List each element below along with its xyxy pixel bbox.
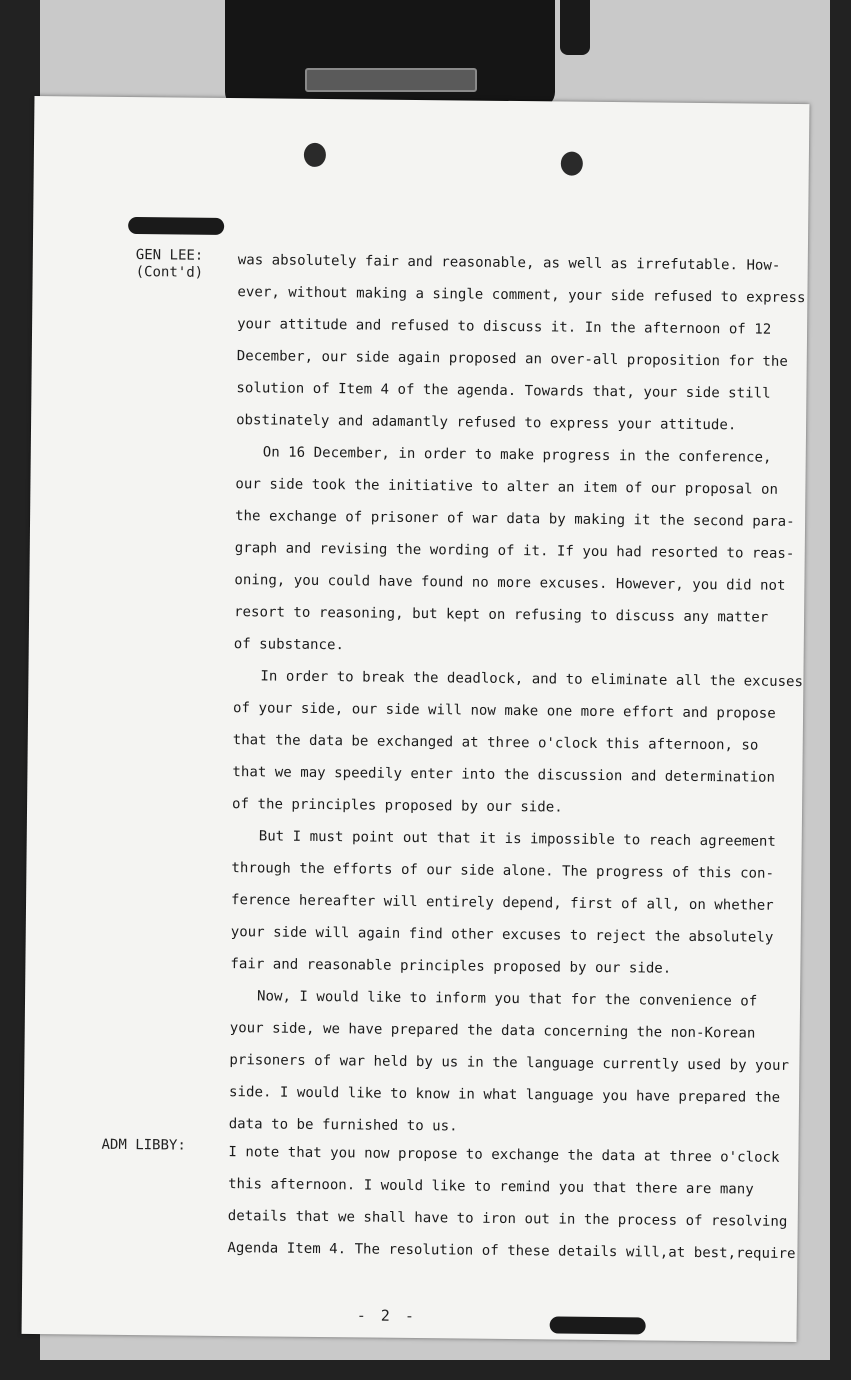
text-line: ever, without making a single comment, your side refused to express — [237, 284, 806, 307]
text-line: your attitude and refused to discuss it. In the afternoon of 12 — [237, 316, 772, 338]
punch-hole-right — [561, 151, 583, 175]
text-line: resort to reasoning, but kept on refusing to discuss any matter — [234, 604, 769, 626]
text-line: the exchange of prisoner of war data by making it the second para- — [235, 508, 795, 530]
text-line: your side will again find other excuses to reject the absolutely — [230, 924, 774, 946]
text-line: side. I would like to know in what language you have prepared the — [228, 1084, 781, 1106]
speaker-label-gen-lee: GEN LEE: (Cont'd) — [135, 247, 204, 281]
text-line: through the efforts of our side alone. The progress of this con- — [231, 860, 775, 882]
text-line: Agenda Item 4. The resolution of these details will,at best,require — [227, 1240, 796, 1263]
text-line: December, our side again proposed an over-all proposition for the — [236, 348, 788, 370]
text-line: solution of Item 4 of the agenda. Towards that, your side still — [236, 380, 771, 402]
page-number: - 2 - — [356, 1306, 417, 1326]
text-line: of the principles proposed by our side. — [232, 796, 563, 816]
text-line: that the data be exchanged at three o'clock this afternoon, so — [232, 732, 759, 754]
text-line: oning, you could have found no more excuses. However, you did not — [234, 572, 786, 594]
text-line: this afternoon. I would like to remind you that there are many — [228, 1176, 754, 1198]
redaction-mark-bottom — [550, 1316, 646, 1334]
text-line: of your side, our side will now make one more effort and propose — [233, 700, 776, 722]
binder-clip-plate — [305, 68, 477, 92]
text-line: your side, we have prepared the data concerning the non-Korean — [229, 1020, 756, 1042]
text-line: prisoners of war held by us in the language currently used by your — [229, 1052, 790, 1074]
speaker-label-adm-libby: ADM LIBBY: — [101, 1136, 186, 1154]
text-line: fair and reasonable principles proposed by our side. — [230, 956, 672, 977]
text-line: But I must point out that it is impossible to reach agreement — [258, 828, 777, 850]
punch-hole-left — [304, 143, 326, 167]
text-line: of substance. — [233, 636, 345, 654]
text-line: obstinately and adamantly refused to express your attitude. — [236, 412, 737, 434]
text-line: graph and revising the wording of it. If you had resorted to reas- — [234, 540, 795, 562]
text-line: ference hereafter will entirely depend, first of all, on whether — [231, 892, 774, 914]
text-line: our side took the initiative to alter an item of our proposal on — [235, 476, 779, 498]
text-line: Now, I would like to inform you that for the convenience of — [257, 988, 758, 1010]
text-line: details that we shall have to iron out in the process of resolving — [227, 1208, 788, 1230]
text-line: data to be furnished to us. — [228, 1116, 458, 1135]
text-line: On 16 December, in order to make progress in the conference, — [262, 444, 772, 466]
text-line: was absolutely fair and reasonable, as well as irrefutable. How- — [237, 252, 781, 274]
redaction-mark-top — [128, 217, 224, 235]
text-line: I note that you now propose to exchange the data at three o'clock — [228, 1144, 780, 1166]
document-page — [22, 96, 810, 1342]
binder-clip-arm — [560, 0, 590, 55]
text-line: In order to break the deadlock, and to eliminate all the excuses — [260, 668, 804, 691]
text-line: that we may speedily enter into the discussion and determination — [232, 764, 776, 786]
